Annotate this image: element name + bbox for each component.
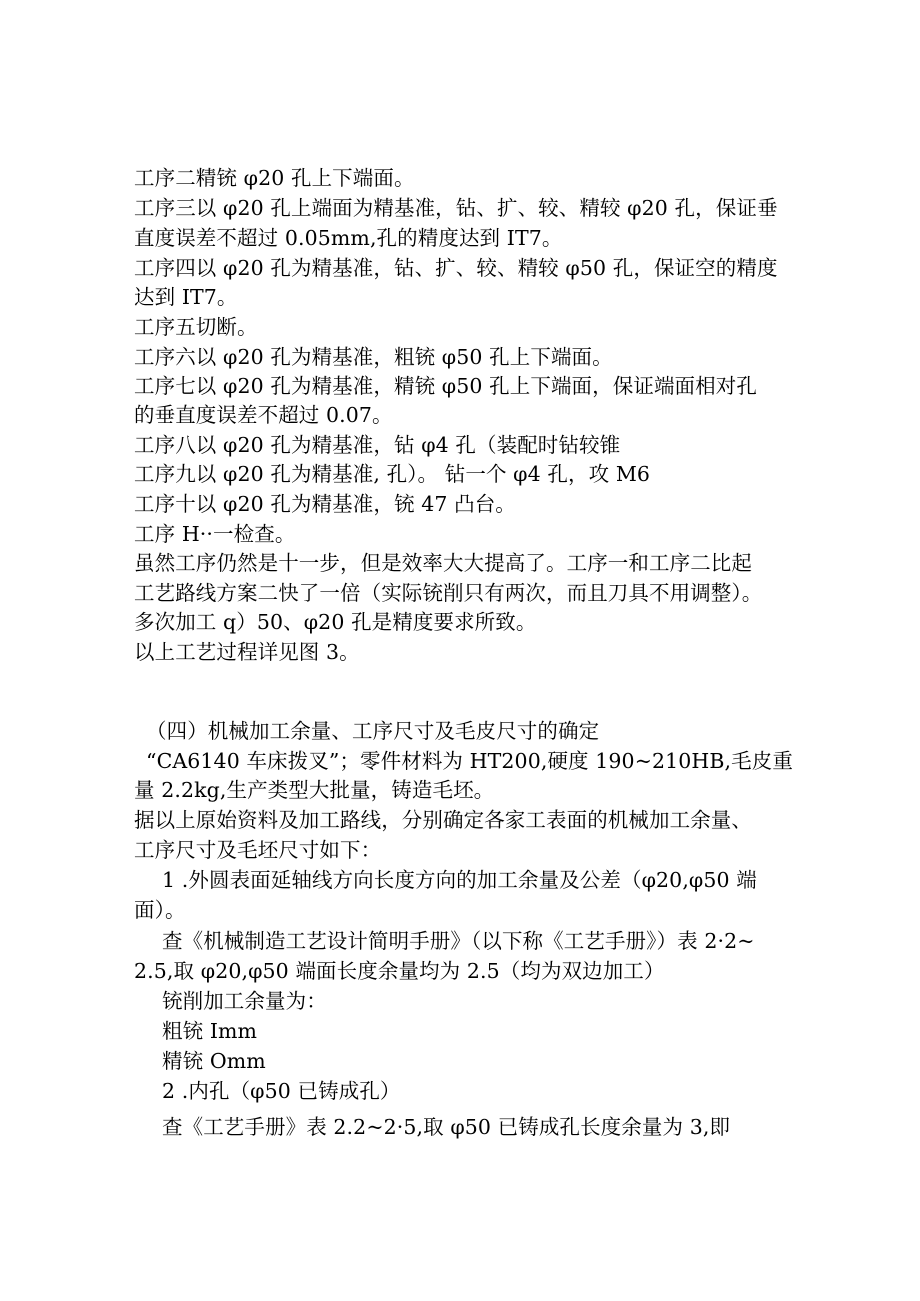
text-line: 工序四以 φ20 孔为精基准，钻、扩、较、精较 φ50 孔，保证空的精度 — [134, 256, 778, 280]
text-line: 工艺路线方案二快了一倍（实际铳削只有两次，而且刀具不用调整）。 — [134, 581, 763, 605]
text-line: 虽然工序仍然是十一步，但是效率大大提高了。工序一和工序二比起 — [134, 551, 752, 575]
text-line: 1 .外圆表面延轴线方向长度方向的加工余量及公差（φ20,φ50 端 — [162, 868, 757, 892]
text-line: 直度误差不超过 0.05mm,孔的精度达到 IT7。 — [134, 226, 563, 250]
text-line: 的垂直度误差不超过 0.07。 — [134, 403, 393, 427]
text-line: 精铳 Omm — [162, 1049, 266, 1073]
text-line: 工序九以 φ20 孔为精基准, 孔）。 钻一个 φ4 孔，攻 M6 — [134, 462, 651, 486]
text-line: 2 .内孔（φ50 已铸成孔） — [162, 1079, 401, 1103]
text-line: 工序 H··一检查。 — [134, 522, 296, 546]
text-line: 量 2.2kg,生产类型大批量，铸造毛坯。 — [134, 778, 495, 802]
text-line: 工序六以 φ20 孔为精基准，粗铳 φ50 孔上下端面。 — [134, 345, 613, 369]
text-line: 工序三以 φ20 孔上端面为精基准，钻、扩、较、精较 φ20 孔，保证垂 — [134, 196, 778, 220]
text-line: 查《工艺手册》表 2.2~2·5,取 φ50 已铸成孔长度余量为 3,即 — [162, 1115, 731, 1139]
text-line: 达到 IT7。 — [134, 285, 238, 309]
text-line: 工序尺寸及毛坯尺寸如下： — [134, 838, 382, 862]
text-line: 多次加工 q）50、φ20 孔是精度要求所致。 — [134, 610, 537, 634]
text-line: 工序五切断。 — [134, 315, 258, 339]
text-line: 查《机械制造工艺设计简明手册》（以下称《工艺手册》）表 2·2~ — [162, 929, 755, 953]
text-line: 面）。 — [134, 898, 186, 922]
section-heading: （四）机械加工余量、工序尺寸及毛皮尺寸的确定 — [146, 719, 600, 743]
text-line: “CA6140 车床拨叉”；零件材料为 HT200,硬度 190~210HB,毛皮重 — [146, 749, 793, 773]
text-line: 铳削加工余量为： — [162, 989, 327, 1013]
text-line: 工序十以 φ20 孔为精基准，铳 47 凸台。 — [134, 492, 516, 516]
text-line: 粗铳 Imm — [162, 1019, 258, 1043]
text-line: 工序八以 φ20 孔为精基准，钻 φ4 孔（装配时钻较锥 — [134, 433, 621, 457]
text-line: 以上工艺过程详见图 3。 — [134, 640, 360, 664]
text-line: 据以上原始资料及加工路线，分别确定各家工表面的机械加工余量、 — [134, 808, 752, 832]
text-line: 工序二精铳 φ20 孔上下端面。 — [134, 166, 415, 190]
text-line: 工序七以 φ20 孔为精基准，精铳 φ50 孔上下端面，保证端面相对孔 — [134, 374, 757, 398]
text-line: 2.5,取 φ20,φ50 端面长度余量均为 2.5（均为双边加工） — [134, 959, 665, 983]
